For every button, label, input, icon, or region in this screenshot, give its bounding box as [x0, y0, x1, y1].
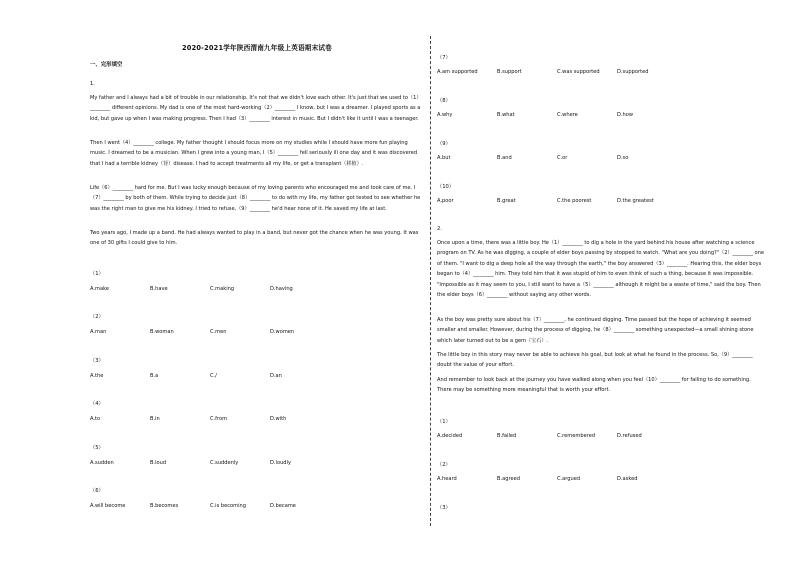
- question-number: （3）: [90, 358, 104, 364]
- option-d[interactable]: D.the greatest: [617, 198, 654, 204]
- option-d[interactable]: D.asked: [617, 476, 638, 482]
- option-d[interactable]: D.how: [617, 112, 634, 118]
- passage-paragraph: Then I went（4）________ college. My father thought I should focus more on my studies while I should have more fun playing music. I dreamed to be a musician. When I grew into a young man, I（5）________ fell seriously ill one day and it was discovered that I had a terrible kidney（肾）disease. I had to accept treatments all my life, or get a transplant（移植）.: [90, 140, 418, 167]
- passage-paragraph: The little boy in this story may never be able to achieve his goal, but look at what he found in the process. So,（9）________ doubt the value of your effort.: [437, 352, 753, 369]
- option-a[interactable]: A.to: [90, 416, 101, 422]
- passage-paragraph: As the boy was pretty sure about his（7）________, he continued digging. Time passed but the hope of achieving it seemed smaller and smaller. However, during the process of digging, he（8）________ something unexpected—a small shining stone which later turned out to be a gem（宝石）.: [437, 317, 754, 344]
- question-number: （5）: [90, 445, 104, 451]
- page-title: 2020-2021学年陕西渭南九年级上英语期末试卷: [182, 44, 332, 52]
- option-a[interactable]: A.sudden: [90, 460, 114, 466]
- question-number: （4）: [90, 401, 104, 407]
- option-d[interactable]: D.supported: [617, 69, 649, 75]
- section-heading: 一、完形填空: [90, 62, 123, 68]
- question-number: （3）: [437, 505, 451, 511]
- question-number: （1）: [90, 271, 104, 277]
- option-c[interactable]: C.the poorest: [557, 198, 592, 204]
- option-b[interactable]: B.what: [497, 112, 515, 118]
- option-a[interactable]: A.but: [437, 155, 451, 161]
- question-number: （2）: [90, 314, 104, 320]
- option-a[interactable]: A.the: [90, 373, 104, 379]
- passage-paragraph: Once upon a time, there was a little boy. He（1）________ to dig a hole in the yard behind his house after watching a science program on TV. As he was digging, a couple of elder boys passing by stopped to watch. "What are you doing?"（2）________ one of them. "I want to dig a deep hole all the way through the earth," the boy answered（3）________. Hearing this, the elder boys began to（4）________ him. They told him that it was stupid of him to even think of such a thing, because it was impossible. "Impossible as it may seem to you, I still want to have a（5）________ although it might be a waste of time," said the boy. Then the elder boys（6）________ without saying any other words.: [437, 240, 765, 299]
- option-a[interactable]: A.will become: [90, 503, 126, 509]
- option-c[interactable]: C./: [210, 373, 217, 379]
- option-d[interactable]: D.became: [270, 503, 296, 509]
- question-number: （10）: [437, 184, 454, 190]
- option-b[interactable]: B.great: [497, 198, 516, 204]
- option-b[interactable]: B.a: [150, 373, 159, 379]
- question-number: （6）: [90, 488, 104, 494]
- option-d[interactable]: D.refused: [617, 433, 642, 439]
- option-c[interactable]: C.men: [210, 329, 227, 335]
- option-b[interactable]: B.support: [497, 69, 522, 75]
- option-a[interactable]: A.make: [90, 286, 109, 292]
- option-c[interactable]: C.from: [210, 416, 228, 422]
- passage-paragraph: Life（6）________ hard for me. But I was lucky enough because of my loving parents who encouraged me and took care of me. I（7）________ by both of them. While trying to decide just（8）________ to do with my life, my father got tested to see whether he was the right man to give me his kidney. I tried to refuse,（9）________ he'd hear none of it. He saved my life at last.: [90, 185, 421, 212]
- option-a[interactable]: A.am supported: [437, 69, 478, 75]
- column-divider: [430, 36, 431, 526]
- passage-number: 1.: [90, 81, 95, 87]
- option-d[interactable]: D.loudly: [270, 460, 291, 466]
- option-d[interactable]: D.an: [270, 373, 282, 379]
- option-c[interactable]: C.making: [210, 286, 235, 292]
- option-d[interactable]: D.women: [270, 329, 295, 335]
- question-number: （2）: [437, 462, 451, 468]
- option-b[interactable]: B.have: [150, 286, 168, 292]
- option-c[interactable]: C.or: [557, 155, 568, 161]
- option-b[interactable]: B.becomes: [150, 503, 179, 509]
- option-b[interactable]: B.failed: [497, 433, 517, 439]
- passage-number: 2.: [437, 226, 442, 232]
- option-b[interactable]: B.and: [497, 155, 512, 161]
- question-number: （8）: [437, 98, 451, 104]
- option-c[interactable]: C.suddenly: [210, 460, 239, 466]
- option-b[interactable]: B.woman: [150, 329, 174, 335]
- option-b[interactable]: B.loud: [150, 460, 167, 466]
- question-number: （9）: [437, 141, 451, 147]
- option-d[interactable]: D.having: [270, 286, 293, 292]
- passage-paragraph: Two years ago, I made up a band. He had always wanted to play in a band, but never got the chance when he was young. It was one of 30 gifts I could give to him.: [90, 230, 419, 247]
- option-a[interactable]: A.poor: [437, 198, 454, 204]
- option-c[interactable]: C.was supported: [557, 69, 600, 75]
- option-c[interactable]: C.remembered: [557, 433, 596, 439]
- option-d[interactable]: D.with: [270, 416, 287, 422]
- option-c[interactable]: C.argued: [557, 476, 581, 482]
- question-number: （7）: [437, 55, 451, 61]
- option-c[interactable]: C.is becoming: [210, 503, 246, 509]
- passage-paragraph: My father and I always had a bit of trouble in our relationship. It's not that we didn't love each other. It's just that we used to（1）________ different opinions. My dad is one of the most hard-working（2）________ I know, but I was a dreamer. I played sports as a kid, but gave up when I was making progress. Then I had（3）________ interest in music. But I didn't like it until I was a teenager.: [90, 95, 422, 122]
- option-a[interactable]: A.heard: [437, 476, 457, 482]
- option-a[interactable]: A.why: [437, 112, 453, 118]
- option-a[interactable]: A.man: [90, 329, 107, 335]
- option-b[interactable]: B.in: [150, 416, 160, 422]
- passage-paragraph: And remember to look back at the journey you have walked along when you feel（10）________ for failing to do something. There may be something more meaningful that is worth your effort.: [437, 377, 751, 394]
- option-d[interactable]: D.so: [617, 155, 629, 161]
- option-a[interactable]: A.decided: [437, 433, 463, 439]
- question-number: （1）: [437, 419, 451, 425]
- option-b[interactable]: B.agreed: [497, 476, 520, 482]
- option-c[interactable]: C.where: [557, 112, 578, 118]
